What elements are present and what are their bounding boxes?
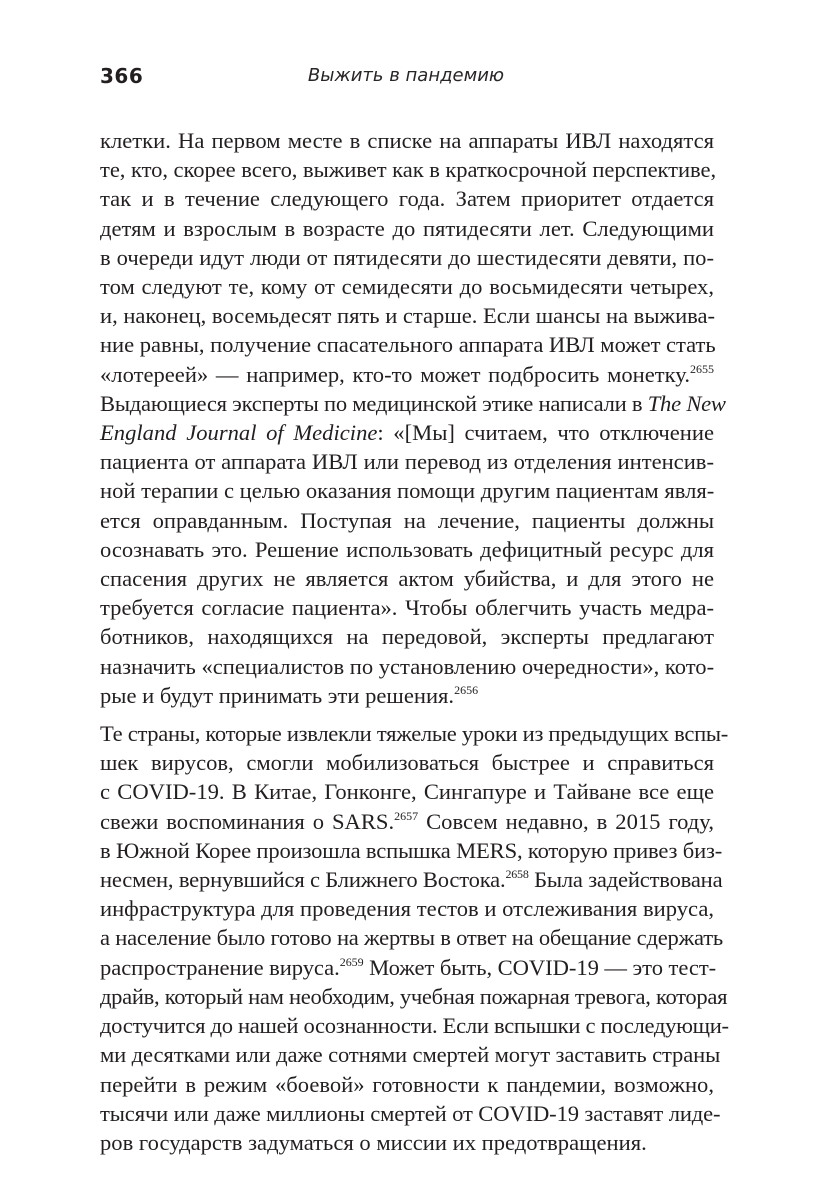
footnote-marker: 2656 (454, 682, 479, 697)
text-line: ми десятками или даже сотнями смертей могут заставить страны (100, 1042, 721, 1068)
text-line: те, кто, скорее всего, выживет как в краткосрочной перспективе, (100, 157, 717, 183)
text-line: драйв, который нам необходим, учебная пожарная тревога, которая (100, 983, 728, 1009)
text-line: ется оправданным. Поступая на лечение, пациенты должны (100, 507, 714, 533)
text-line: а население было готово на жертвы в ответ на обещание сдержать (100, 925, 723, 951)
text-line: том следуют те, кому от семидесяти до восьмидесяти четырех, (100, 274, 714, 300)
page-number: 366 (100, 64, 144, 88)
running-title: Выжить в пандемию (307, 65, 505, 86)
text-line: достучится до нашей осознанности. Если вспышки с последующи- (100, 1013, 729, 1039)
text-line: спасения других не является актом убийства, и для этого не (100, 566, 714, 592)
paragraph-1 (100, 126, 726, 710)
text-line: тысячи или даже миллионы смертей от COVID-19 заставят лиде- (100, 1100, 721, 1126)
text-line: в Южной Корее произошла вспышка MERS, которую привез биз- (100, 837, 723, 863)
text-line: Те страны, которые извлекли тяжелые уроки из предыдущих вспы- (100, 721, 729, 747)
text-line: пациента от аппарата ИВЛ или перевод из отделения интенсив- (100, 449, 714, 475)
text-line: «лотереей» — например, кто-то может подбросить монетку.$^{2655}$ (100, 361, 714, 387)
text-line: в очереди идут люди от пятидесяти до шестидесяти девяти, по- (100, 244, 714, 270)
text-line: осознавать это. Решение использовать дефицитный ресурс для (100, 536, 714, 562)
text-line: рые и будут принимать эти решения.$^{2656}$ (100, 682, 479, 708)
journal-title: The New (647, 390, 726, 416)
text-line: детям и взрослым в возрасте до пятидесяти лет. Следующими (100, 215, 714, 241)
text-line: с COVID-19. В Китае, Гонконге, Сингапуре и Тайване все еще (100, 779, 714, 805)
text-line: клетки. На первом месте в списке на аппараты ИВЛ находятся (100, 128, 714, 153)
page-header (100, 58, 712, 94)
footnote-marker: 2658 (505, 867, 529, 882)
text-line: свежи воспоминания о SARS.$^{2657}$ Совсем недавно, в 2015 году, (100, 808, 714, 834)
text-line: ров государств задуматься о миссии их предотвращения. (100, 1129, 647, 1155)
footnote-marker: 2655 (690, 361, 714, 376)
footnote-marker: 2659 (339, 954, 364, 969)
text-line: шек вирусов, смогли мобилизоваться быстрее и справиться (100, 750, 714, 776)
text-line: ной терапии с целью оказания помощи другим пациентам явля- (100, 478, 715, 504)
text-line: перейти в режим «боевой» готовности к пандемии, возможно, (100, 1071, 714, 1097)
text-line: ние равны, получение спасательного аппарата ИВЛ может стать (100, 332, 716, 358)
text-line: и, наконец, восемьдесят пять и старше. Если шансы на выжива- (100, 303, 716, 329)
text-line: требуется согласие пациента». Чтобы облегчить участь медра- (100, 595, 714, 621)
journal-title: England Journal of Medicine (100, 420, 378, 446)
footnote-marker: 2657 (394, 808, 419, 823)
text-line: инфраструктура для проведения тестов и отслеживания вируса, (100, 896, 714, 922)
text-line: Выдающиеся эксперты по медицинской этике написали в The New (100, 390, 726, 416)
paragraph-2 (100, 719, 729, 1157)
text-line: несмен, вернувшийся с Ближнего Востока.$^{2658}$ Была задействована (100, 867, 723, 893)
text-line: England Journal of Medicine: «[Мы] считаем, что отключение (100, 420, 714, 446)
text-line: назначить «специалистов по установлению очередности», кото- (100, 653, 715, 679)
text-line: ботников, находящихся на передовой, эксперты предлагают (100, 624, 714, 650)
text-line: распространение вируса.$^{2659}$ Может быть, COVID-19 — это тест- (100, 954, 717, 980)
text-line: так и в течение следующего года. Затем приоритет отдается (100, 186, 714, 212)
body-text (100, 126, 729, 1157)
